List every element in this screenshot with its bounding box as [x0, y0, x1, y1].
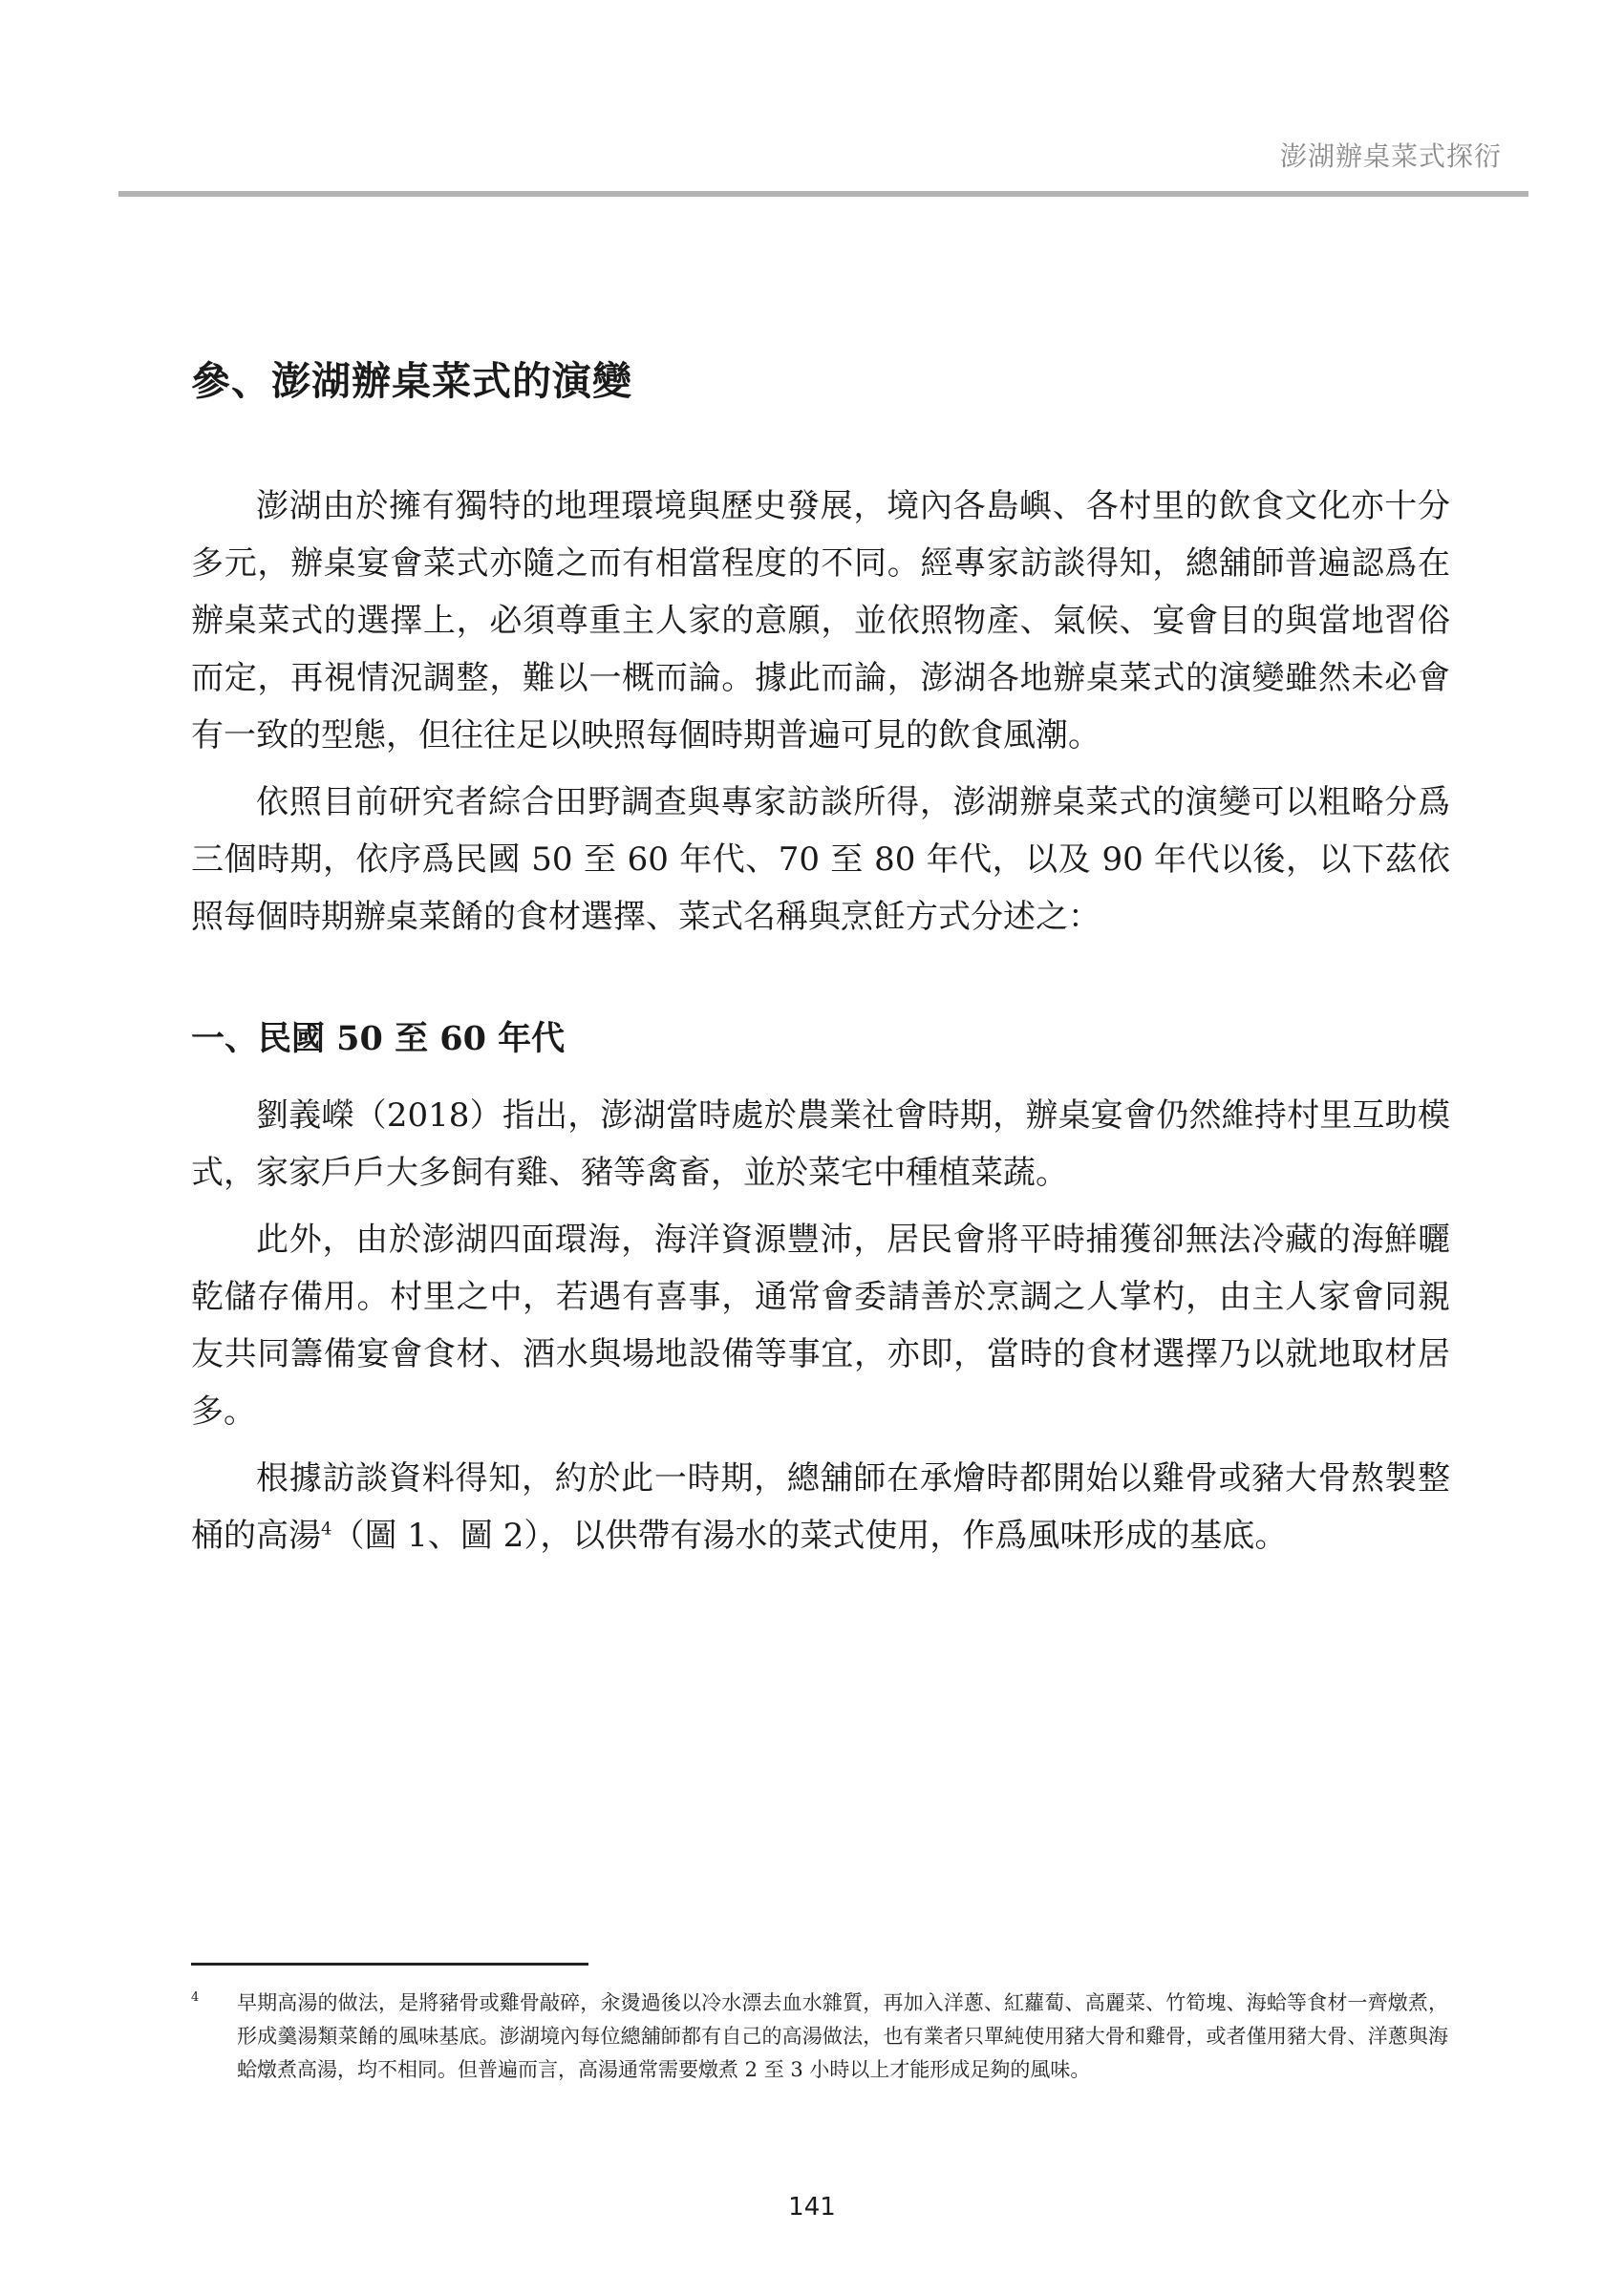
intro-paragraph-2: 依照目前研究者綜合田野調查與專家訪談所得，澎湖辦桌菜式的演變可以粗略分爲三個時期，依序爲民國 50 至 60 年代、70 至 80 年代，以及 90 年代以後，以下茲依照每個時期辦桌菜餚的食材選擇、菜式名稱與烹飪方式分述之：	[191, 783, 1450, 936]
running-header: 澎湖辦桌菜式探衍	[1279, 140, 1502, 172]
subsection-heading: 一、民國 50 至 60 年代	[191, 1019, 566, 1058]
intro-paragraph-1: 澎湖由於擁有獨特的地理環境與歷史發展，境內各島嶼、各村里的飲食文化亦十分多元，辦桌宴會菜式亦隨之而有相當程度的不同。經專家訪談得知，總舖師普遍認爲在辦桌菜式的選擇上，必須尊重主人家的意願，並依照物產、氣候、宴會目的與當地習俗而定，再視情況調整，難以一概而論。據此而論，澎湖各地辦桌菜式的演變雖然未必會有一致的型態，但往往足以映照每個時期普遍可見的飲食風潮。	[191, 487, 1450, 755]
subsection-paragraph-3	[191, 1450, 1450, 1564]
paragraph-3-text-b: （圖 1、圖 2），以供帶有湯水的菜式使用，作爲風味形成的基底。	[331, 1517, 1288, 1555]
header-rule	[118, 191, 1528, 197]
footnote	[191, 1987, 1448, 2087]
subsection-paragraph-2: 此外，由於澎湖四面環海，海洋資源豐沛，居民會將平時捕獲卻無法冷藏的海鮮曬乾儲存備用。村里之中，若遇有喜事，通常會委請善於烹調之人掌杓，由主人家會同親友共同籌備宴會食材、酒水與場地設備等事宜，亦即，當時的食材選擇乃以就地取材居多。	[191, 1221, 1450, 1431]
footnote-text: 早期高湯的做法，是將豬骨或雞骨敲碎，汆燙過後以冷水漂去血水雜質，再加入洋蔥、紅蘿蔔、高麗菜、竹筍塊、海蛤等食材一齊燉煮，形成羹湯類菜餚的風味基底。澎湖境內每位總舖師都有自己的高湯做法，也有業者只單純使用豬大骨和雞骨，或者僅用豬大骨、洋蔥與海蛤燉煮高湯，均不相同。但普遍而言，高湯通常需要燉煮 2 至 3 小時以上才能形成足夠的風味。	[237, 1991, 1448, 2081]
subsection-paragraph-1: 劉義嶸（2018）指出，澎湖當時處於農業社會時期，辦桌宴會仍然維持村里互助模式，家家戶戶大多飼有雞、豬等禽畜，並於菜宅中種植菜蔬。	[191, 1096, 1450, 1192]
footnote-mark: 4	[191, 1990, 200, 2005]
page-number: 141	[788, 2193, 836, 2222]
subsection-body	[191, 1010, 1450, 1564]
footnote-reference[interactable]: 4	[321, 1519, 332, 1540]
paragraph-3-text-a: 根據訪談資料得知，約於此一時期，總舖師在承燴時都開始以雞骨或豬大骨熬製整桶的高湯	[191, 1459, 1450, 1555]
section-title: 參、澎湖辦桌菜式的演變	[191, 358, 632, 404]
footnote-rule	[191, 1963, 588, 1966]
intro-body	[191, 478, 1450, 946]
